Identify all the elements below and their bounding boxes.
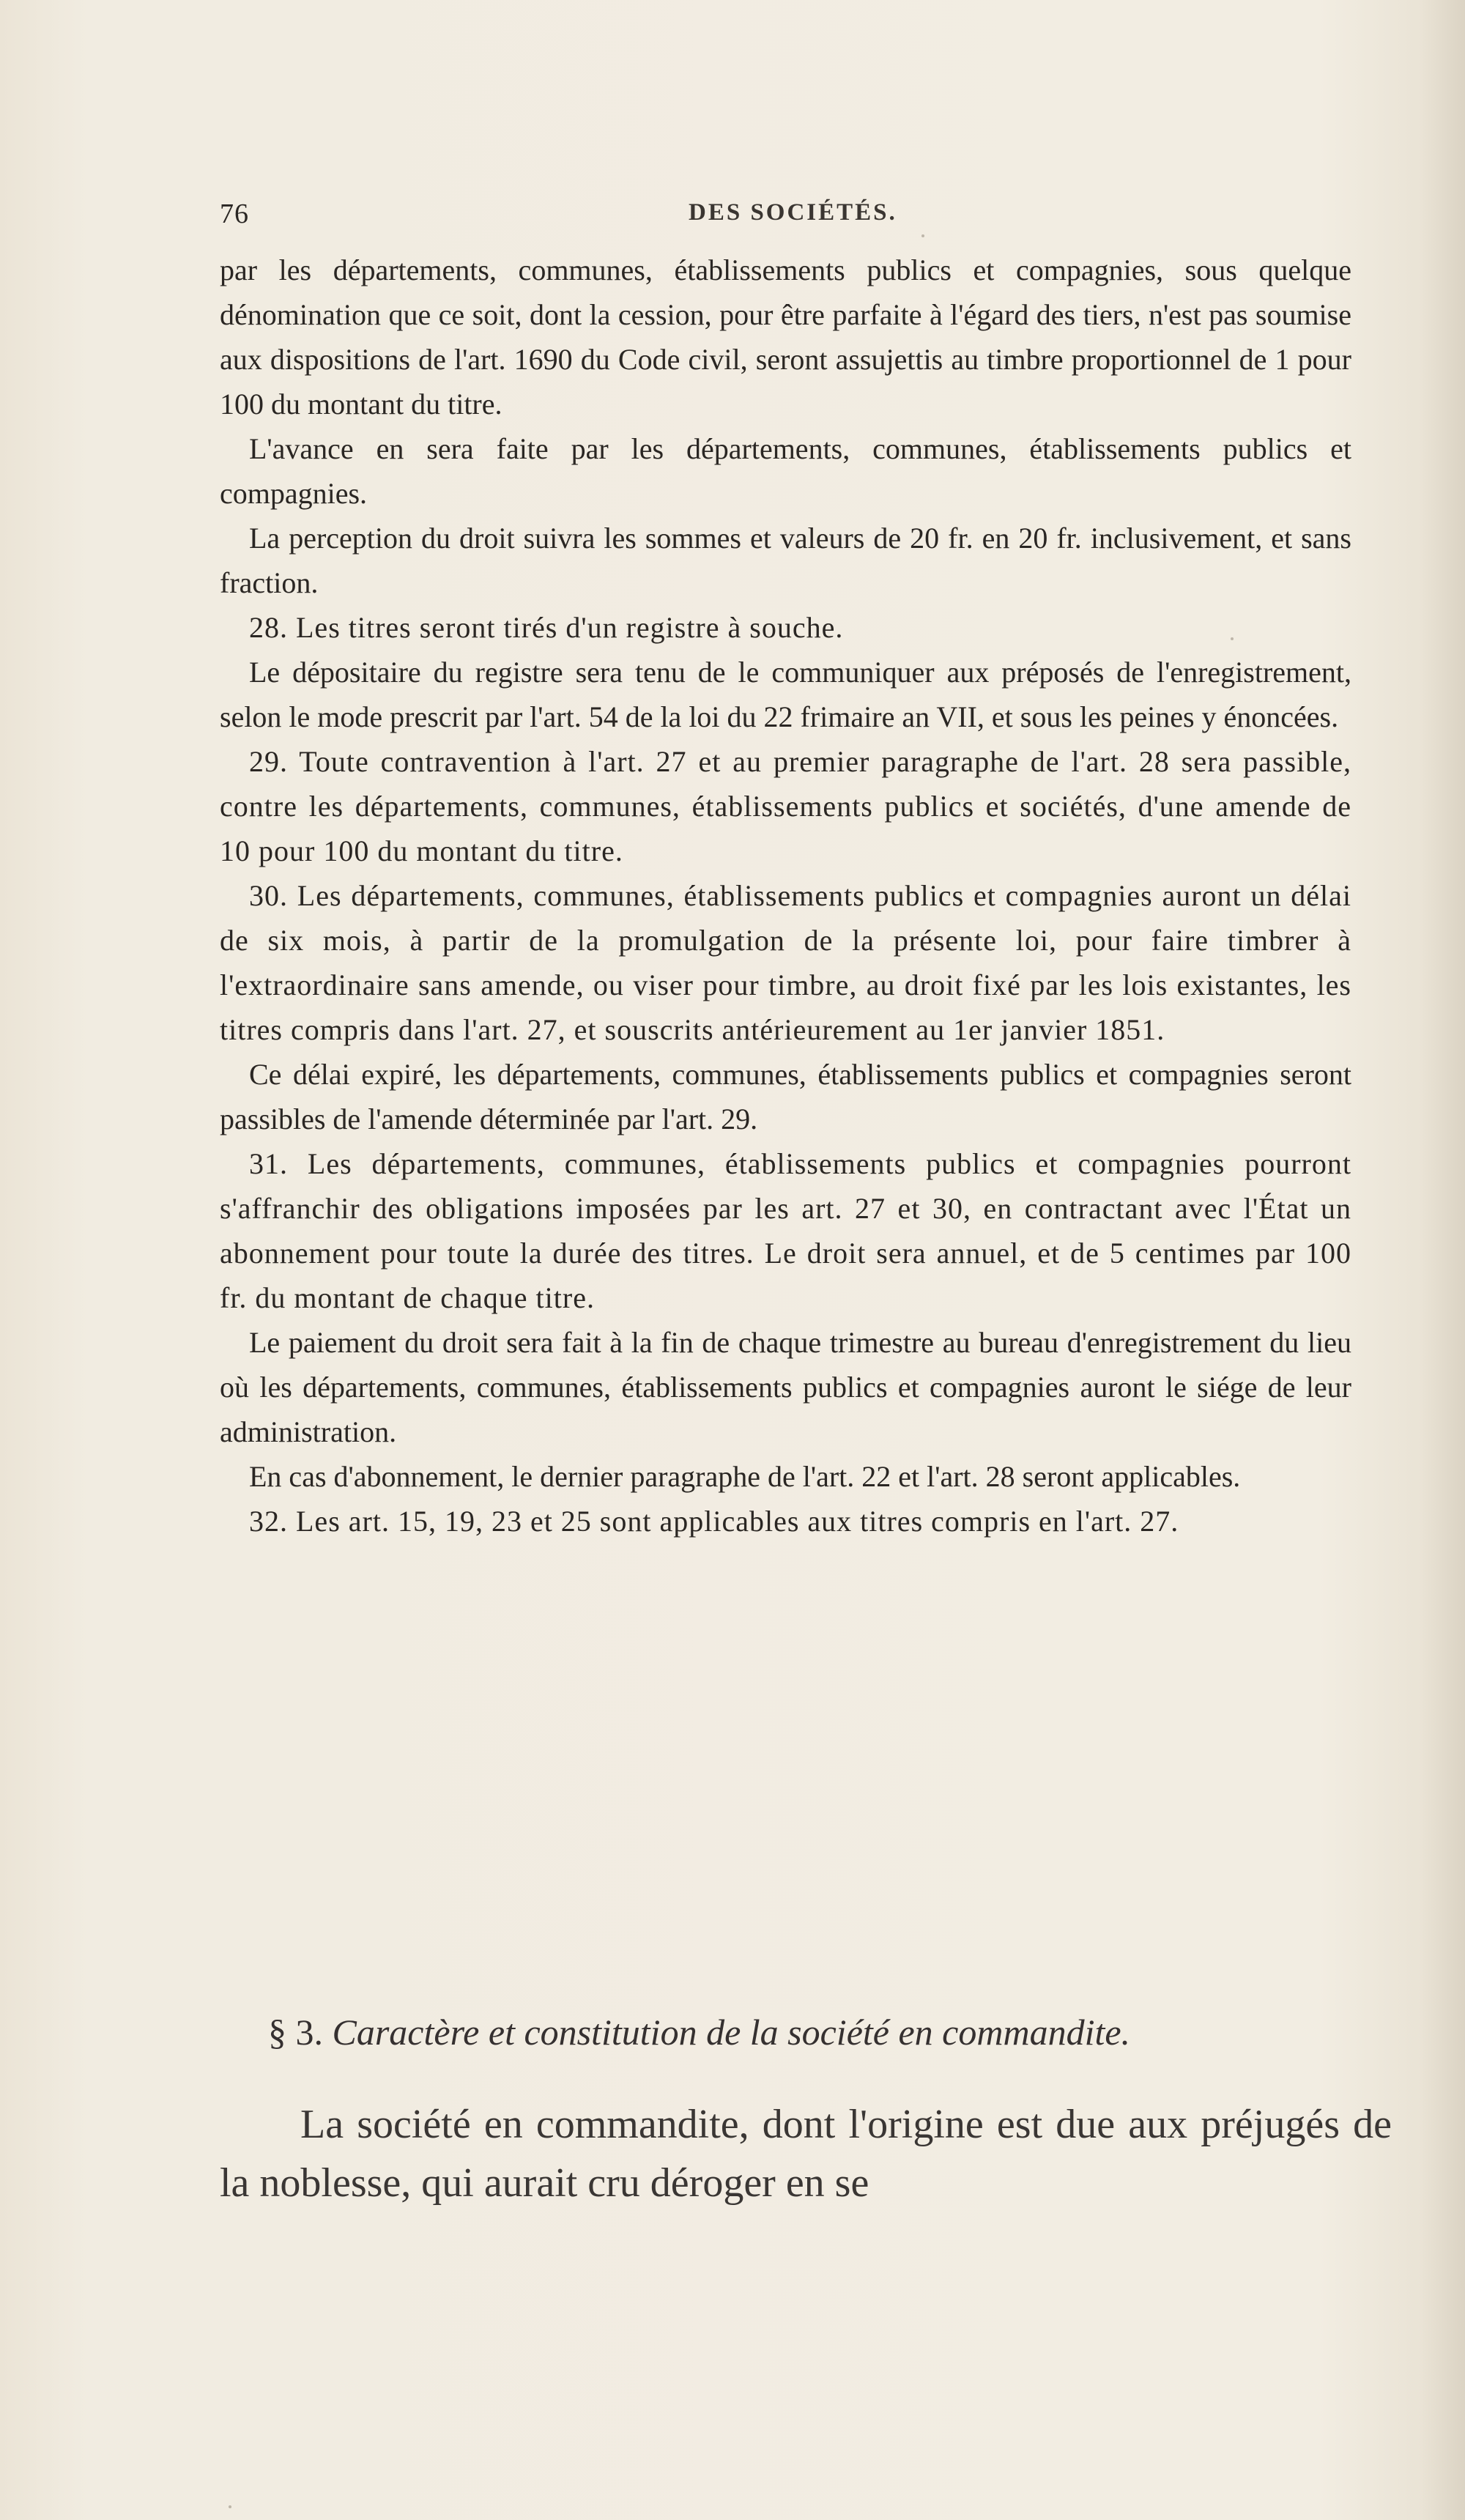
page-fold-shadow: [1421, 0, 1465, 2520]
paper-speck: [229, 2505, 231, 2508]
paragraph: Le dépositaire du registre sera tenu de le communiquer aux préposés de l'enregistrement, selon le mode prescrit par l'art. 54 de la loi du 22 frimaire an VII, et sous les peines y énoncées.: [220, 656, 1351, 733]
paragraph: Le paiement du droit sera fait à la fin de chaque trimestre au bureau d'enregistrement du lieu où les départements, communes, établissements publics et compagnies auront le siége de leur administration.: [220, 1326, 1351, 1448]
paragraph: L'avance en sera faite par les départements, communes, établissements publics et compagnies.: [220, 432, 1351, 510]
section-symbol: § 3.: [268, 2012, 323, 2053]
page-number: 76: [220, 199, 249, 229]
article-paragraph: 30. Les départements, communes, établissements publics et compagnies auront un délai de six mois, à partir de la promulgation de la présente loi, pour faire timbrer à l'extraordinaire sans amende, ou viser pour timbre, au droit fixé par les lois existantes, les titres compris dans l'art. 27, et souscrits antérieurement au 1er janvier 1851.: [220, 879, 1351, 1046]
section-heading: [268, 2011, 1367, 2053]
article-paragraph: 28. Les titres seront tirés d'un registre à souche.: [249, 611, 844, 644]
section-title: Caractère et constitution de la société en commandite.: [332, 2012, 1131, 2053]
article-paragraph: 31. Les départements, communes, établissements publics et compagnies pourront s'affranchir des obligations imposées par les art. 27 et 30, en contractant avec l'État un abonnement pour toute la durée des titres. Le droit sera annuel, et de 5 centimes par 100 fr. du montant de chaque titre.: [220, 1147, 1351, 1314]
page-header: [220, 198, 1377, 234]
article-paragraph: 29. Toute contravention à l'art. 27 et au premier paragraphe de l'art. 28 sera passible, contre les départements, communes, établissements publics et sociétés, d'une amende de 10 pour 100 du montant du titre.: [220, 745, 1351, 867]
paragraph: La perception du droit suivra les sommes et valeurs de 20 fr. en 20 fr. inclusivement, et sans fraction.: [220, 522, 1351, 599]
main-text: [220, 248, 1351, 1544]
body-paragraph: La société en commandite, dont l'origine est due aux préjugés de la noblesse, qui aurait cru déroger en se: [220, 2102, 1392, 2206]
paragraph: En cas d'abonnement, le dernier paragraphe de l'art. 22 et l'art. 28 seront applicables.: [249, 1460, 1241, 1493]
paragraph: par les départements, communes, établissements publics et compagnies, sous quelque dénomination que ce soit, dont la cession, pour être parfaite à l'égard des tiers, n'est pas soumise aux dispositions de l'art. 1690 du Code civil, seront assujettis au timbre proportionnel de 1 pour 100 du montant du titre.: [220, 253, 1351, 420]
article-paragraph: 32. Les art. 15, 19, 23 et 25 sont applicables aux titres compris en l'art. 27.: [249, 1505, 1179, 1538]
paragraph: Ce délai expiré, les départements, communes, établissements publics et compagnies seront passibles de l'amende déterminée par l'art. 29.: [220, 1058, 1351, 1135]
running-title: DES SOCIÉTÉS.: [689, 199, 897, 226]
paper-speck: [921, 234, 924, 237]
section-body: [220, 2095, 1392, 2212]
paper-speck: [1231, 637, 1234, 640]
